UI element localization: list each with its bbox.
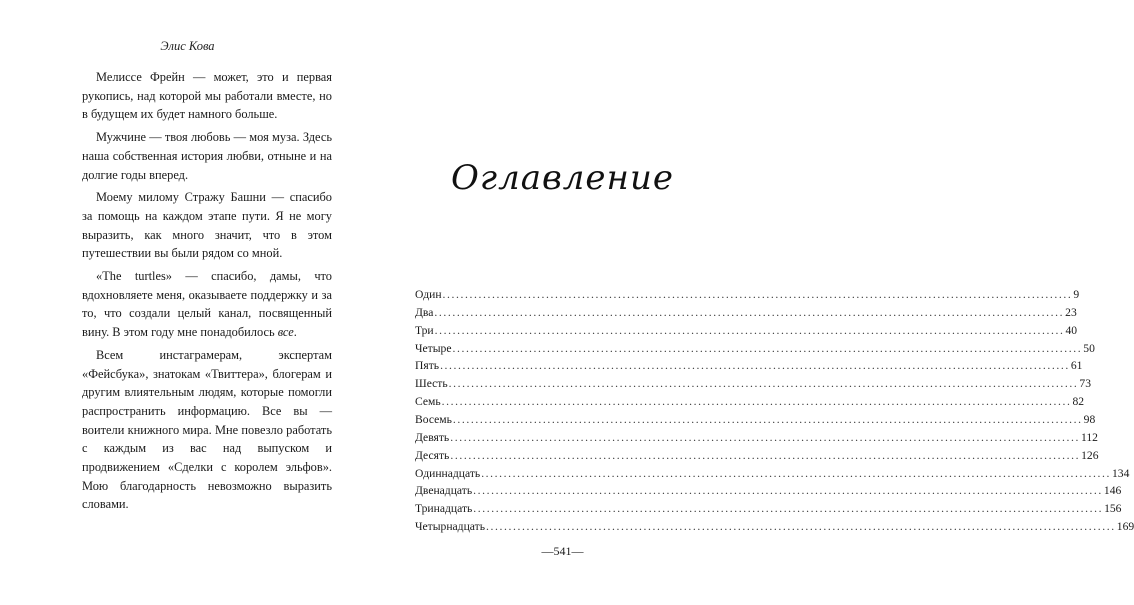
toc-entry: [415, 323, 1078, 342]
toc-entry: [415, 377, 1092, 395]
ack-emphasis: все: [277, 325, 294, 340]
toc-entry: [415, 484, 1122, 502]
toc-entry: [415, 413, 1096, 431]
toc-entry-page: 23: [1065, 305, 1077, 319]
toc-dot-leader: ............................................................................................................................................: [486, 520, 1116, 534]
toc-entry-label: Шесть: [415, 377, 448, 391]
ack-paragraph: Мужчине — твоя любовь — моя муза. Здесь наша собственная история любви, отныне и на долгие годы вперед.: [82, 130, 332, 182]
toc-dot-leader: ............................................................................................................................................: [450, 448, 1081, 462]
right-page: [375, 0, 1134, 605]
toc-entry-label: Один: [415, 288, 442, 301]
toc-entry-page: 146: [1103, 484, 1122, 498]
toc-entry-label: Четырнадцать: [415, 520, 485, 534]
toc-entry-page: 134: [1111, 466, 1130, 480]
toc-dot-leader: ............................................................................................................................................: [450, 430, 1080, 444]
toc-entry-page: 40: [1065, 323, 1078, 337]
toc-entry-page: 169: [1116, 520, 1134, 534]
toc-entry-label: Восемь: [415, 413, 452, 427]
toc-entry-label: Тринадцать: [415, 502, 473, 516]
toc-entry: [415, 430, 1098, 449]
ack-paragraph: Моему милому Стражу Башни — спасибо за помощь на каждом этапе пути. Я не могу выразить, как много значит, что в этом путешествии вы были рядом со мной.: [82, 190, 332, 261]
ack-paragraph: [82, 267, 332, 342]
table-of-contents: [415, 288, 1134, 538]
ack-paragraph: Всем инстаграмерам, экспертам «Фейсбука», знатокам «Твиттера», блогерам и другим влиятельным людям, которые помогли распространить информацию. Все вы — воители книжного мира. Мне повезло работать с каждым из вас над выпуском и продвижением «Сделки с королем эльфов». Мою благодарность невозможно выразить словами.: [82, 347, 332, 512]
acknowledgements-text: [82, 68, 332, 514]
toc-entry-label: Семь: [415, 395, 441, 409]
toc-entry: [415, 359, 1083, 377]
toc-entry-page: 98: [1083, 413, 1096, 427]
toc-entry: [415, 288, 1080, 306]
ack-text-run: .: [293, 325, 297, 340]
toc-dot-leader: ............................................................................................................................................: [473, 502, 1104, 516]
toc-entry: [415, 305, 1077, 324]
toc-dot-leader: ............................................................................................................................................: [452, 413, 1083, 427]
toc-dot-leader: ............................................................................................................................................: [440, 359, 1070, 373]
toc-dot-leader: ............................................................................................................................................: [481, 466, 1111, 480]
page-number: —541—: [541, 544, 584, 558]
toc-title: Оглавление: [451, 158, 674, 198]
toc-entry-label: Два: [415, 305, 434, 319]
ack-paragraph: Мелиссе Фрейн — может, это и первая рукопись, над которой мы работали вместе, но в будущем их будет намного больше.: [82, 70, 332, 122]
toc-entry-page: 9: [1073, 288, 1080, 301]
toc-entry-label: Двенадцать: [415, 484, 473, 498]
left-page: [0, 0, 375, 605]
ack-text-run: «The turtles» — спасибо, дамы, что вдохновляете меня, оказываете поддержку и за то, что создали целый канал, посвященный вину. В этом году мне понадобилось: [82, 269, 332, 340]
toc-entry-label: Одиннадцать: [415, 466, 481, 480]
toc-entry-label: Десять: [415, 448, 450, 462]
toc-entry-label: Три: [415, 323, 434, 337]
toc-entry-page: 50: [1083, 341, 1095, 355]
toc-entry-page: 156: [1104, 502, 1122, 516]
toc-entry-page: 82: [1072, 395, 1085, 409]
toc-entry: [415, 448, 1099, 467]
toc-entry-page: 61: [1070, 359, 1083, 373]
toc-dot-leader: ............................................................................................................................................: [434, 323, 1065, 337]
toc-dot-leader: ............................................................................................................................................: [452, 341, 1083, 355]
toc-entry-page: 126: [1081, 448, 1099, 462]
toc-entry-label: Пять: [415, 359, 440, 373]
toc-dot-leader: ............................................................................................................................................: [473, 484, 1103, 498]
toc-dot-leader: ............................................................................................................................................: [434, 305, 1065, 319]
toc-entry: [415, 466, 1130, 485]
toc-entry: [415, 395, 1085, 413]
toc-entry-label: Четыре: [415, 341, 452, 355]
toc-entry-label: Девять: [415, 430, 450, 444]
toc-entry-page: 112: [1081, 430, 1098, 444]
running-head: Элис Кова: [160, 39, 215, 53]
toc-dot-leader: ............................................................................................................................................: [448, 377, 1079, 391]
toc-entry: [415, 341, 1095, 360]
toc-entry: [415, 520, 1134, 538]
toc-entry-page: 73: [1079, 377, 1092, 391]
toc-entry: [415, 502, 1122, 520]
toc-dot-leader: ............................................................................................................................................: [442, 288, 1073, 301]
toc-dot-leader: ............................................................................................................................................: [441, 395, 1072, 409]
